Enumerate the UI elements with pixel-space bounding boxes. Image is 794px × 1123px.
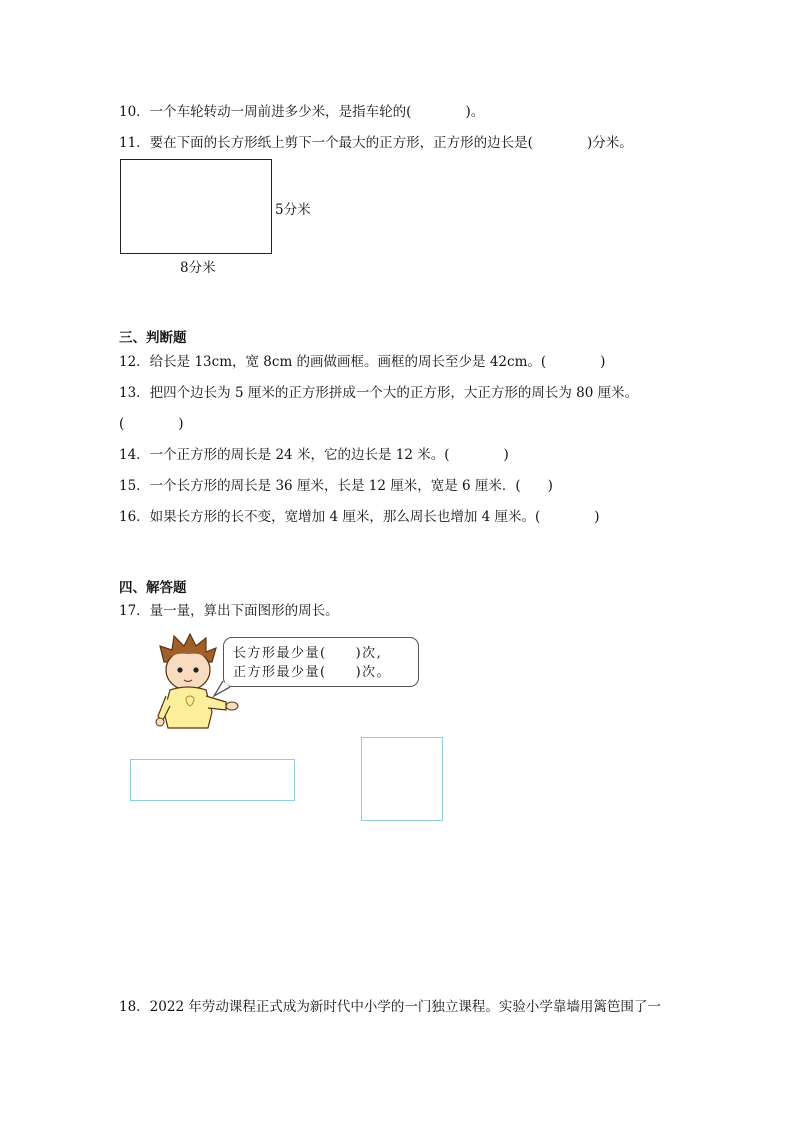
measure-square [361, 737, 443, 821]
rectangle-side-label: 5分米 [275, 202, 311, 218]
question-13: 13．把四个边长为 5 厘米的正方形拼成一个大的正方形，大正方形的周长为 80 厘米。 [119, 385, 639, 401]
question-13-answer: ( ) [119, 416, 184, 432]
question-16: 16．如果长方形的长不变，宽增加 4 厘米，那么周长也增加 4 厘米。( ) [119, 509, 600, 525]
measure-rectangle [130, 759, 295, 801]
question-11: 11．要在下面的长方形纸上剪下一个最大的正方形，正方形的边长是( )分米。 [119, 135, 633, 151]
bubble-line-1: 长方形最少量( )次, [233, 646, 383, 661]
rectangle-figure [120, 159, 272, 254]
question-10: 10．一个车轮转动一周前进多少米，是指车轮的( )。 [119, 104, 485, 120]
section-heading-judge: 三、判断题 [119, 330, 187, 346]
speech-bubble [223, 637, 419, 687]
bubble-line-2: 正方形最少量( )次。 [233, 665, 392, 680]
section-heading-solve: 四、解答题 [119, 580, 187, 596]
question-12: 12．给长是 13cm，宽 8cm 的画做画框。画框的周长至少是 42cm。( ) [119, 354, 606, 370]
speech-bubble-tail [212, 680, 234, 700]
question-14: 14．一个正方形的周长是 24 米，它的边长是 12 米。( ) [119, 447, 509, 463]
question-15: 15．一个长方形的周长是 36 厘米，长是 12 厘米，宽是 6 厘米．( ) [119, 478, 553, 494]
question-18: 18．2022 年劳动课程正式成为新时代中小学的一门独立课程。实验小学靠墙用篱笆围了一 [119, 999, 661, 1015]
question-17: 17．量一量，算出下面图形的周长。 [119, 603, 339, 619]
rectangle-bottom-label: 8分米 [180, 260, 216, 276]
